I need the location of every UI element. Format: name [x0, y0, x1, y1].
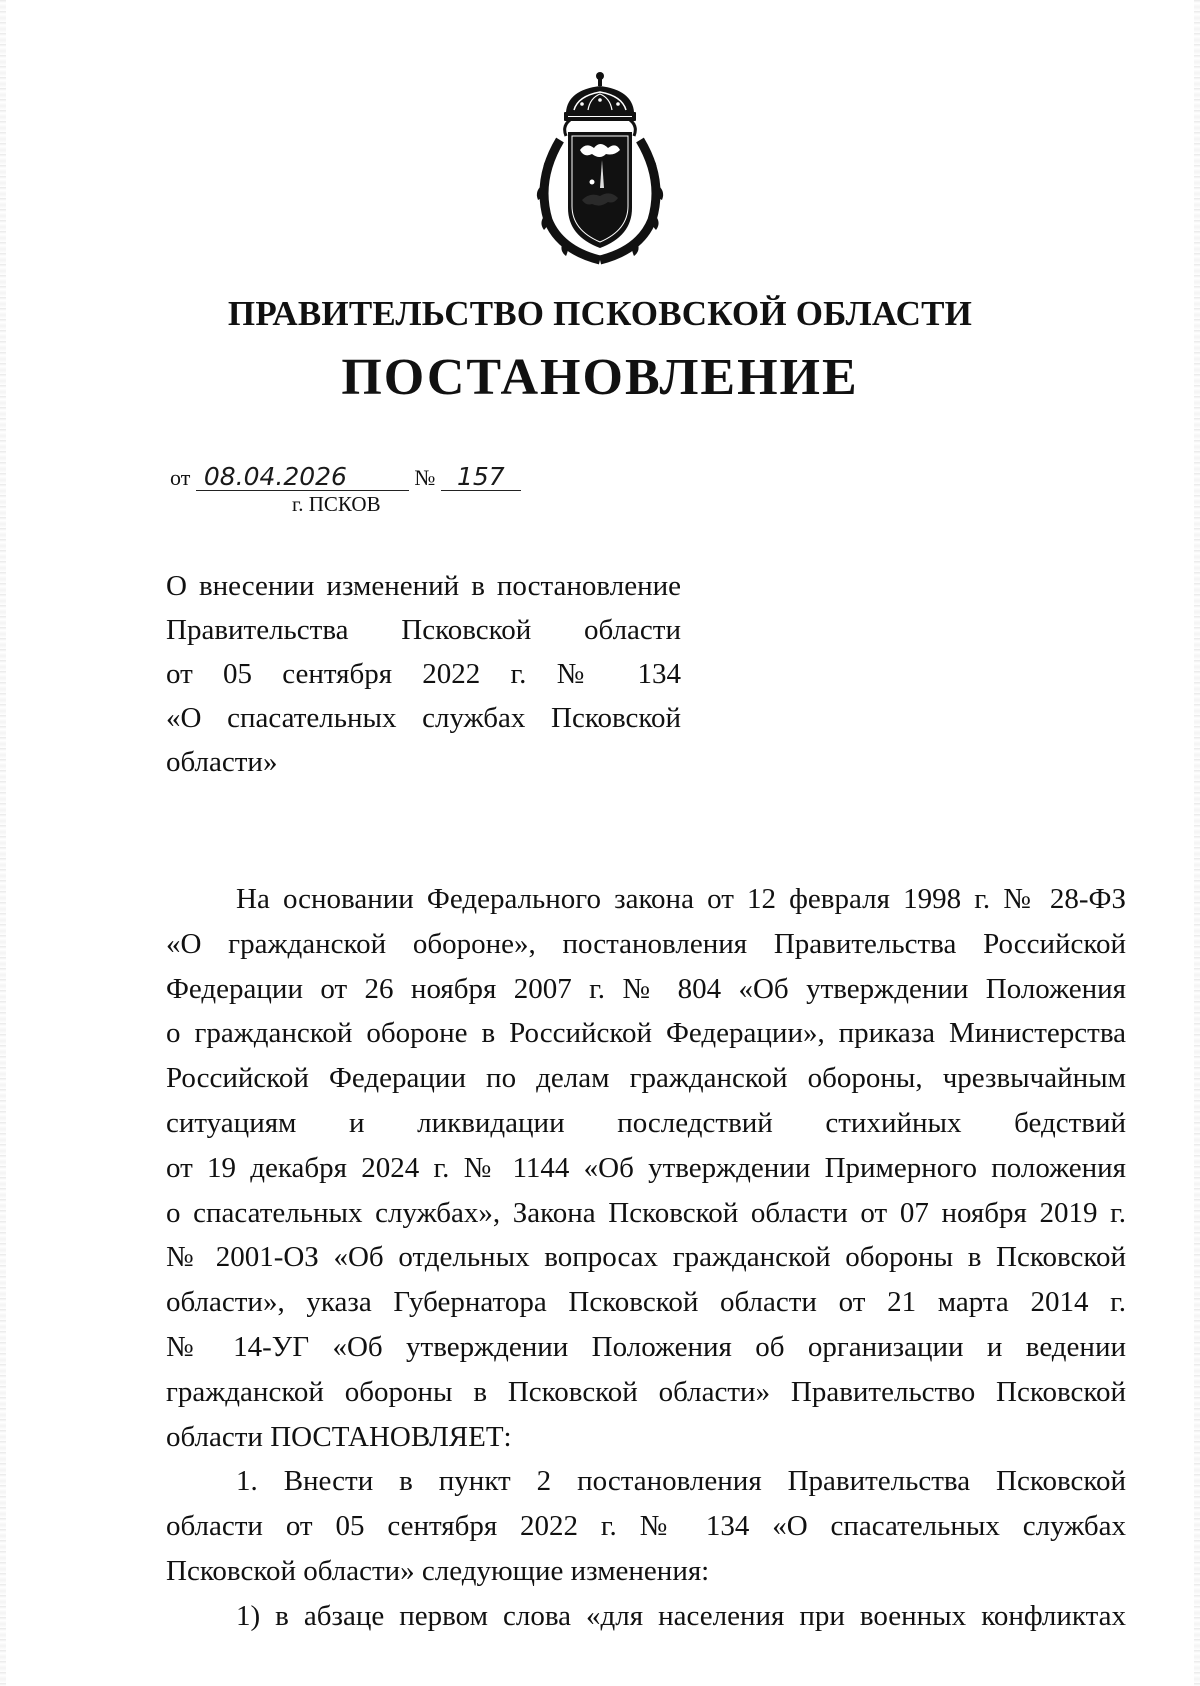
body-line: области от 05 сентября 2022 г. № 134 «О спасательных службах	[166, 1510, 1126, 1543]
body-line: области», указа Губернатора Псковской области от 21 марта 2014 г.	[166, 1286, 1126, 1319]
body-line: 1. Внести в пункт 2 постановления Правительства Псковской	[236, 1465, 1126, 1498]
body-line: № 14-УГ «Об утверждении Положения об организации и ведении	[166, 1330, 1126, 1363]
body-line: Федерации от 26 ноября 2007 г. № 804 «Об утверждении Положения	[166, 972, 1126, 1005]
subject-line: Правительства Псковской области	[166, 614, 681, 646]
city-label: г. ПСКОВ	[292, 492, 381, 516]
scan-edge-right	[1194, 0, 1200, 1686]
number-prefix: №	[414, 465, 436, 490]
body-line: № 2001-ОЗ «Об отдельных вопросах гражданской обороны в Псковской	[166, 1241, 1126, 1274]
subject-line: от 05 сентября 2022 г. № 134	[166, 658, 681, 690]
subject-line: О внесении изменений в постановление	[166, 570, 681, 602]
subject-line: области»	[166, 746, 278, 778]
date-prefix: от	[170, 465, 191, 490]
subject-line: «О спасательных службах Псковской	[166, 702, 681, 734]
body-line: Псковской области» следующие изменения:	[166, 1554, 710, 1587]
body-line: от 19 декабря 2024 г. № 1144 «Об утверждении Примерного положения	[166, 1151, 1126, 1184]
date-number-line	[170, 464, 521, 491]
body-line: области ПОСТАНОВЛЯЕТ:	[166, 1420, 512, 1453]
scan-edge-left	[0, 0, 6, 1686]
body-line: «О гражданской обороне», постановления Правительства Российской	[166, 927, 1126, 960]
body-line: о гражданской обороне в Российской Федерации», приказа Министерства	[166, 1017, 1126, 1050]
body-line: 1) в абзаце первом слова «для населения при военных конфликтах	[236, 1599, 1126, 1632]
body-line: ситуациям и ликвидации последствий стихийных бедствий	[166, 1106, 1126, 1139]
body-line: о спасательных службах», Закона Псковской области от 07 ноября 2019 г.	[166, 1196, 1126, 1229]
handwritten-date: 08.04.2026	[196, 464, 409, 491]
body-line: На основании Федерального закона от 12 февраля 1998 г. № 28-ФЗ	[236, 883, 1126, 915]
body-line: гражданской обороны в Псковской области» Правительство Псковской	[166, 1375, 1126, 1408]
document-type-title: ПОСТАНОВЛЕНИЕ	[341, 349, 859, 406]
handwritten-number: 157	[441, 464, 521, 491]
document-subject	[166, 564, 681, 784]
document-body	[166, 877, 1126, 1639]
pskov-coat-of-arms-icon	[530, 70, 670, 266]
organization-title: ПРАВИТЕЛЬСТВО ПСКОВСКОЙ ОБЛАСТИ	[227, 294, 973, 333]
body-line: Российской Федерации по делам гражданской обороны, чрезвычайным	[166, 1062, 1126, 1095]
